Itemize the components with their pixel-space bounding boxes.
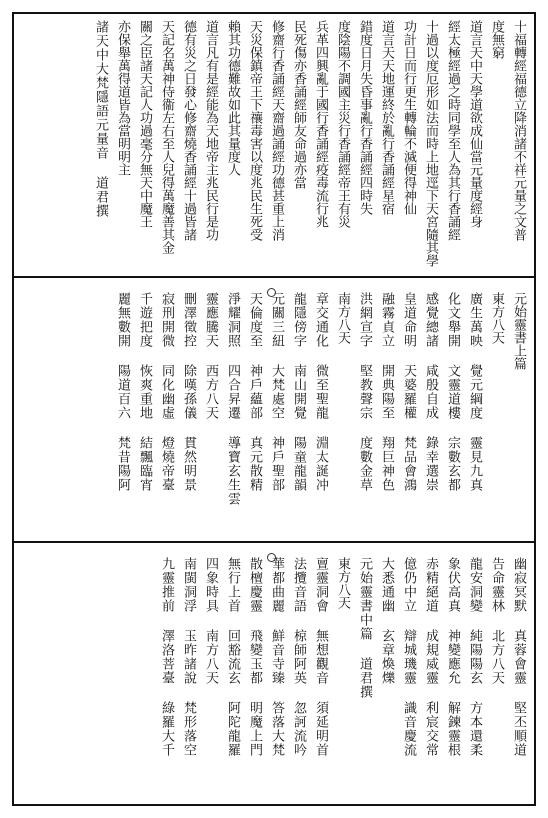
lower-column: 象伏高真 神變應允 解鍊靈根 bbox=[445, 557, 460, 757]
upper-column: 關之臣諸天記人功過毫分無天中魔王 bbox=[137, 20, 152, 228]
lower-column: 亶靈洞會 無想觀音 須延明首 bbox=[313, 557, 328, 757]
middle-column: 感覺總諸 咸殷自成 錄幸選崇 bbox=[423, 292, 438, 492]
middle-column: 廣生萬映 覺元綱度 靈見九真 bbox=[467, 292, 482, 492]
middle-column: 融霧貞立 開典陽至 翔巨神色 bbox=[379, 292, 394, 492]
upper-column: 德有災之日發心修齋燒香誦經十過皆諸 bbox=[181, 20, 196, 241]
lower-column: 億仍中立 辯城璣靈 識音慶流 bbox=[401, 557, 416, 757]
middle-column: 麗無數開 陽道百六 梵昔陽阿 bbox=[115, 292, 130, 492]
middle-column: 寂刑開微 同化幽虛 燈燒帝臺 bbox=[159, 292, 174, 492]
middle-column: 皇道命明 天婆羅權 梵品會鴻 bbox=[401, 292, 416, 492]
lower-column: 大悉通幽 玄章煥爍 bbox=[379, 557, 394, 685]
upper-column: 功計日而行更生轉輪不滅便得神仙 bbox=[401, 20, 416, 215]
middle-text-block bbox=[14, 278, 534, 541]
middle-column: 南方八天 bbox=[335, 292, 350, 344]
upper-column: 度無窮 bbox=[489, 20, 504, 59]
upper-column: 修齋行香誦經天齋過誦經功德甚重上消 bbox=[269, 20, 284, 241]
middle-column: 淨耀洞照 四合昇遷 導寶玄生雲 bbox=[225, 292, 240, 506]
middle-column: 靈應騰天 西方八天 bbox=[203, 292, 218, 420]
upper-column: 經太極經過之時同學至人為其行香誦經 bbox=[445, 20, 460, 241]
upper-column: 亦保舉萬得道皆為當明明主 bbox=[115, 20, 130, 176]
middle-column: 天倫度至 神戶蘊部 真元散精 bbox=[247, 292, 262, 492]
lower-column: 南閩洞浮 玉昨諸說 梵形落空 bbox=[181, 557, 196, 757]
middle-column: 東方八天 bbox=[489, 292, 504, 344]
upper-text-block bbox=[14, 14, 534, 276]
upper-column: 道言天中天學道欲成仙當元量度經身 bbox=[467, 20, 482, 228]
upper-column: 道言天天地運終於亂行香誦經星宿 bbox=[379, 20, 394, 215]
lower-column: 九靈推前 澤洛菩臺 綠羅大千 bbox=[159, 557, 174, 757]
lower-column: 散檀慶靈 飛變玉都 明魔上門 bbox=[247, 557, 262, 757]
lower-column: 告命靈林 北方八天 bbox=[489, 557, 504, 685]
upper-column: 民死傷亦香誦經師友命過亦當 bbox=[291, 20, 306, 189]
middle-column: 龍隱傍字 南山開覺 陽童龍韻 bbox=[291, 292, 306, 492]
middle-section bbox=[14, 278, 534, 541]
upper-column: 天記名萬神侍衞左右至人兒得萬魔善其金 bbox=[159, 20, 174, 254]
middle-column: 洪網宣字 堅教聲宗 度數金草 bbox=[357, 292, 372, 492]
lower-section bbox=[14, 543, 534, 804]
lower-column: 赤精絕道 成規威靈 利宸交常 bbox=[423, 557, 438, 757]
upper-column: 道言凡有是經能為天地帝主兆民行是功 bbox=[203, 20, 218, 241]
upper-column: 賴其功德難故如此其量度人 bbox=[225, 20, 240, 176]
lower-column: 東方八天 bbox=[335, 557, 350, 609]
lower-column: 龍安洞變 純陽陽玄 方本還柔 bbox=[467, 557, 482, 757]
upper-column: 錯度日月失昏事亂行香誦經四時失 bbox=[357, 20, 372, 215]
lower-column: 華都曲麗 鮮音寺臻 答落大梵 bbox=[269, 557, 284, 757]
lower-text-block bbox=[14, 543, 534, 804]
lower-column: 四象時具 南方八天 bbox=[203, 557, 218, 685]
middle-column: 化文舉開 文靈道樓 宗數玄都 bbox=[445, 292, 460, 492]
upper-column: 兵革四興亂于國行香誦經疫毒流行兆 bbox=[313, 20, 328, 228]
lower-column: 幽寂冥默 真蓉會靈 堅丕順道 bbox=[511, 557, 526, 757]
upper-column: 天災保鎮帝王下禳毒害以度兆民生死受 bbox=[247, 20, 262, 241]
upper-section bbox=[14, 14, 534, 276]
middle-column: 元關三紐 大梵處空 神戶聖部 bbox=[269, 292, 284, 492]
middle-column: 千遊把度 恢爽重地 結飄臨宵 bbox=[137, 292, 152, 492]
lower-column: 元始靈書中篇 道君撰 bbox=[357, 557, 372, 699]
lower-column: 法攬音語 椋師阿英 忽訶流吟 bbox=[291, 557, 306, 757]
middle-column: 元始靈書上篇 bbox=[511, 292, 526, 370]
middle-column: 刪澤徵控 除嘆孫儀 貫然明景 bbox=[181, 292, 196, 492]
upper-column: 度陰陽不調國主災行香誦經帝王有災 bbox=[335, 20, 350, 228]
upper-column: 諸天中大梵隱語元量音 道君撰 bbox=[93, 20, 108, 218]
upper-column: 十過以度厄形如法而時上地逕下天宮隨其學 bbox=[423, 20, 438, 267]
lower-column: 無行上首 回豁流玄 阿陀龍羅 bbox=[225, 557, 240, 757]
middle-column: 章交通化 微至聖龍 淵太誕冲 bbox=[313, 292, 328, 492]
upper-column: 十福轉經福德立降消諸不祥元量之文普 bbox=[511, 20, 526, 241]
